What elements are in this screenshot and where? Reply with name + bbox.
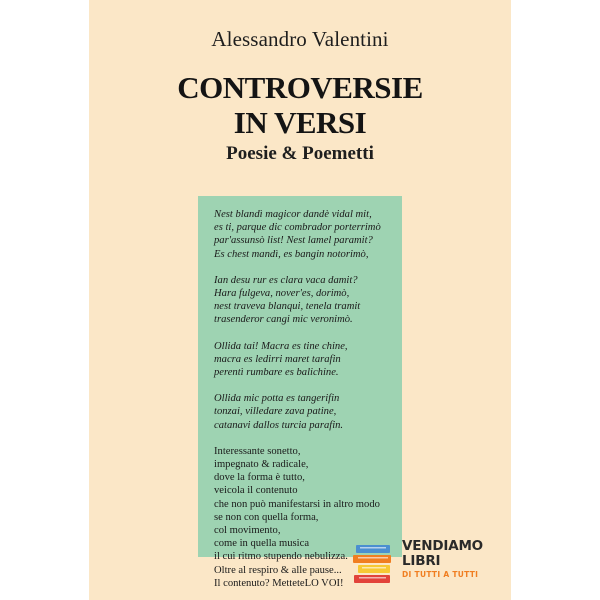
poem-line: Ollida tai! Macra es tine chine, bbox=[214, 340, 348, 352]
author-name: Alessandro Valentini bbox=[211, 27, 389, 51]
poem-line: catanavi dallos turcia parafin. bbox=[214, 419, 344, 431]
poem-panel bbox=[198, 196, 402, 589]
poem-line: Nest blandì magicor dandè vidal mit, bbox=[214, 209, 372, 220]
poem-line: par'assunsò list! Nest lamel paramit? bbox=[214, 235, 373, 247]
commentary-line: che non può manifestarsi in altro modo bbox=[214, 498, 380, 510]
poem-line: Ollida mic potta es tangerifin bbox=[214, 393, 340, 405]
poem-line: Es chest mandì, es bangin notorimò, bbox=[214, 248, 369, 260]
book-title-line-2: IN VERSI bbox=[233, 105, 367, 140]
poem-line: es ti, parque dic combrador porterrimò bbox=[214, 222, 381, 234]
commentary-line: Oltre al respiro & alle pause... bbox=[214, 564, 342, 576]
poem-line: perentì rumbare es balichine. bbox=[214, 367, 339, 379]
publisher-tagline: DI TUTTI A TUTTI bbox=[402, 570, 479, 579]
commentary-line: se non con quella forma, bbox=[214, 511, 319, 523]
book-title-line-1: CONTROVERSIE bbox=[177, 70, 423, 105]
book-stack-icon bbox=[350, 541, 396, 589]
poem-line: nest traveva blanqui, tenela tramit bbox=[214, 301, 361, 313]
commentary-line: come in quella musica bbox=[214, 538, 310, 550]
commentary-line: impegnato & radicale, bbox=[214, 459, 309, 471]
poem-stanza-3 bbox=[214, 340, 400, 380]
book-cover bbox=[89, 0, 511, 600]
commentary-line: il cui ritmo stupendo nebulizza. bbox=[214, 551, 348, 563]
poem-line: macra es ledirri maret tarafin bbox=[214, 353, 341, 365]
poem-stanza-2 bbox=[214, 274, 400, 327]
publisher-name-line-1: VENDIAMO bbox=[402, 538, 483, 554]
poem-stanza-4 bbox=[214, 392, 400, 432]
commentary-line: Interessante sonetto, bbox=[214, 445, 301, 457]
poem-line: trasenderor cangi mic veronimò. bbox=[214, 314, 353, 326]
poem-line: Ian desu rur es clara vaca damit? bbox=[214, 274, 358, 286]
commentary-line: veicola il contenuto bbox=[214, 485, 298, 497]
poem-stanza-1 bbox=[214, 208, 400, 261]
publisher-name-line-2: LIBRI bbox=[402, 553, 441, 569]
poem-line: tonzai, villedare zava patine, bbox=[214, 406, 337, 418]
publisher-logo bbox=[350, 537, 510, 593]
commentary-line: Il contenuto? MetteteLO VOI! bbox=[214, 577, 344, 589]
poem-line: Hara fulgeva, nover'es, dorimò, bbox=[214, 288, 350, 300]
book-subtitle: Poesie & Poemetti bbox=[226, 143, 374, 164]
commentary-line: col movimento, bbox=[214, 525, 281, 537]
commentary-line: dove la forma è tutto, bbox=[214, 472, 305, 484]
publisher-name bbox=[402, 539, 483, 581]
